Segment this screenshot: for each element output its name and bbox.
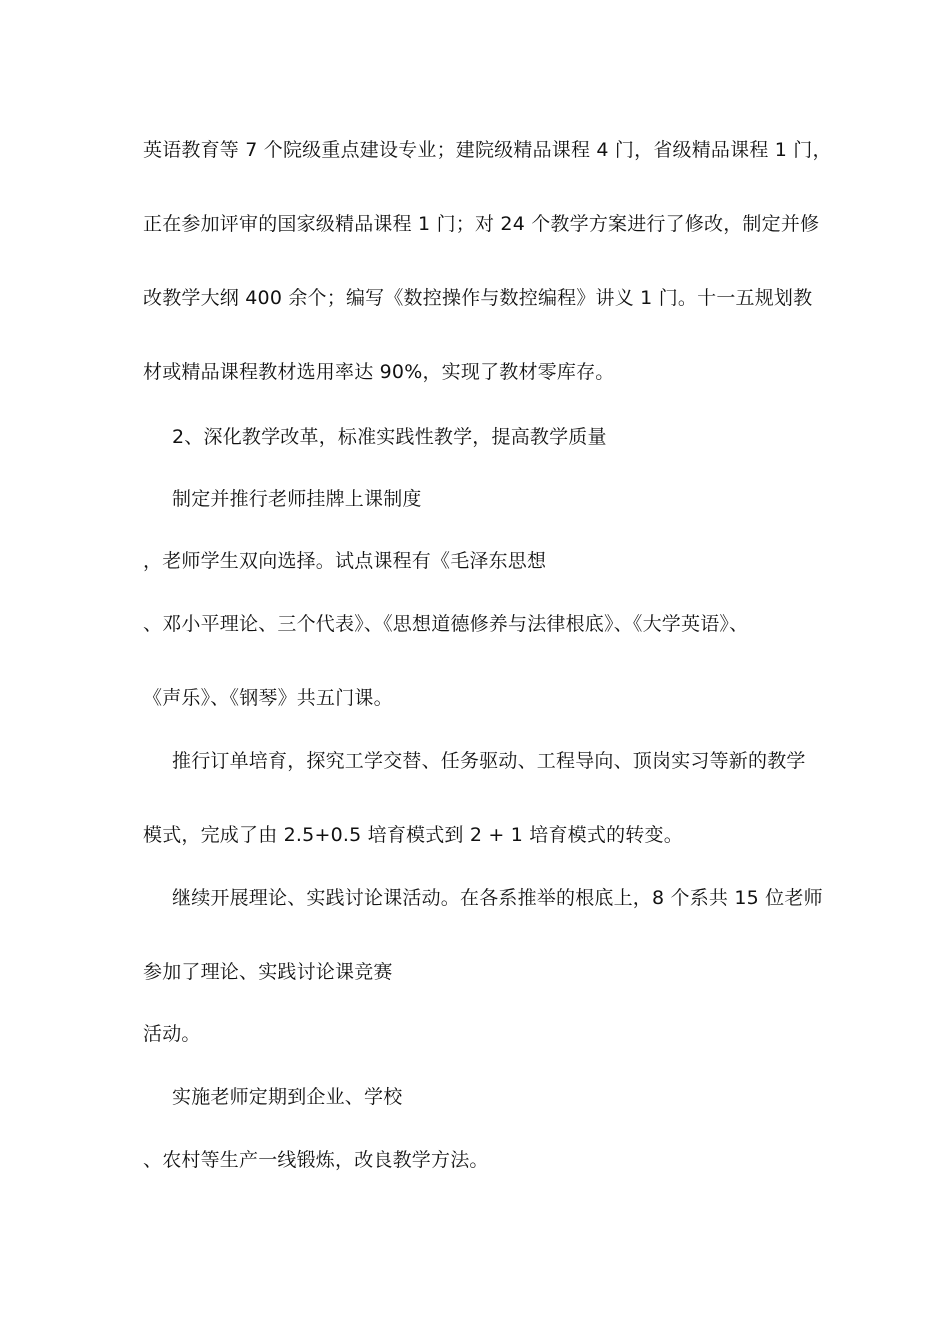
paragraph-line: 正在参加评审的国家级精品课程 1 门；对 24 个教学方案进行了修改，制定并修 — [143, 213, 820, 235]
paragraph-line: 《声乐》、《钢琴》共五门课。 — [143, 687, 393, 709]
paragraph-line: 英语教育等 7 个院级重点建设专业；建院级精品课程 4 门，省级精品课程 1 门， — [143, 139, 832, 161]
paragraph-line: 模式，完成了由 2.5+0.5 培育模式到 2 + 1 培育模式的转变。 — [143, 824, 683, 846]
paragraph-line: ，老师学生双向选择。试点课程有《毛泽东思想 — [143, 550, 547, 572]
section-heading: 2、深化教学改革，标准实践性教学，提高教学质量 — [172, 426, 607, 448]
paragraph-line: 材或精品课程教材选用率达 90%，实现了教材零库存。 — [143, 361, 615, 383]
paragraph-line: 、农村等生产一线锻炼，改良教学方法。 — [143, 1149, 489, 1171]
paragraph-line: 改教学大纲 400 余个；编写《数控操作与数控编程》讲义 1 门。十一五规划教 — [143, 287, 813, 309]
paragraph-line: 、邓小平理论、三个代表》、《思想道德修养与法律根底》、《大学英语》、 — [143, 613, 749, 635]
paragraph-line: 实施老师定期到企业、学校 — [172, 1086, 403, 1108]
paragraph-line: 推行订单培育，探究工学交替、任务驱动、工程导向、顶岗实习等新的教学 — [172, 750, 806, 772]
paragraph-line: 参加了理论、实践讨论课竞赛 — [143, 961, 393, 983]
paragraph-line: 制定并推行老师挂牌上课制度 — [172, 488, 422, 510]
paragraph-line: 活动。 — [143, 1023, 201, 1045]
paragraph-line: 继续开展理论、实践讨论课活动。在各系推举的根底上，8 个系共 15 位老师 — [172, 887, 823, 909]
